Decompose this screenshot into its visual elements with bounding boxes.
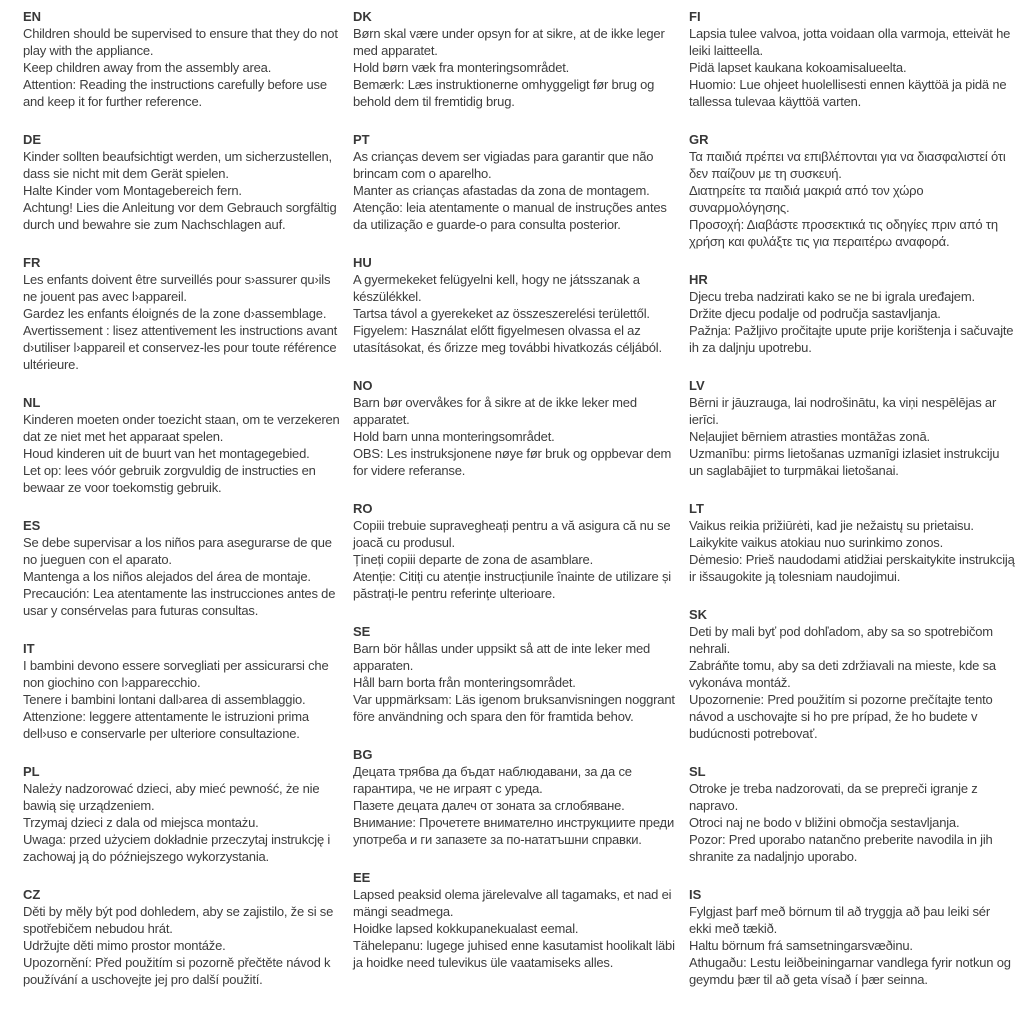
section-hr <box>689 271 1015 356</box>
language-code-label: HU <box>353 255 372 270</box>
instruction-sentence: Děti by měly být pod dohledem, aby se zajistilo, že si se spotřebičem nebudou hrát. <box>23 904 334 936</box>
instruction-sentence: Haltu börnum frá samsetningarsvæðinu. <box>689 938 913 953</box>
section-cz <box>23 886 347 988</box>
instruction-sentence: Trzymaj dzieci z dala od miejsca montażu. <box>23 815 259 830</box>
section-no <box>353 377 683 479</box>
section-lv <box>689 377 1015 479</box>
column-1 <box>23 8 347 1009</box>
instruction-sentence: Внимание: Прочетете внимателно инструкциите преди употреба и ги запазете за по-нататъшни справки. <box>353 815 675 847</box>
instruction-sentence: Precaución: Lea atentamente las instrucciones antes de usar y consérvelas para futuras consultas. <box>23 586 336 618</box>
section-se <box>353 623 683 725</box>
instruction-sentence: Atenção: leia atentamente o manual de instruções antes da utilização e guarde-o para consulta posterior. <box>353 200 667 232</box>
language-code-label: DK <box>353 9 372 24</box>
instruction-sentence: Figyelem: Használat előtt figyelmesen olvassa el az utasításokat, és őrizze meg további hivatkozás céljából. <box>353 323 662 355</box>
section-lt <box>689 500 1015 585</box>
language-code-label: FR <box>23 255 41 270</box>
instruction-sentence: Dėmesio: Prieš naudodami atidžiai perskaitykite instrukciją ir išsaugokite ją tolesniam naudojimui. <box>689 552 1015 584</box>
instruction-sentence: Lapsed peaksid olema järelevalve all tagamaks, et nad ei mängi seadmega. <box>353 887 672 919</box>
section-ee <box>353 869 683 971</box>
instruction-sentence: Children should be supervised to ensure that they do not play with the appliance. <box>23 26 338 58</box>
instruction-sentence: Barn bör hållas under uppsikt så att de inte leker med apparaten. <box>353 641 651 673</box>
language-code-label: GR <box>689 132 709 147</box>
language-code-label: BG <box>353 747 373 762</box>
language-columns <box>23 8 1016 1009</box>
instruction-sentence: Tähelepanu: lugege juhised enne kasutamist hoolikalt läbi ja hoidke need tulevikus üle vaatamiseks alles. <box>353 938 675 970</box>
language-code-label: LV <box>689 378 705 393</box>
instruction-sentence: Пазете децата далеч от зоната за сглобяване. <box>353 798 625 813</box>
instruction-sentence: Držite djecu podalje od područja sastavljanja. <box>689 306 941 321</box>
language-code-label: LT <box>689 501 704 516</box>
instruction-sentence: Otroci naj ne bodo v bližini območja sestavljanja. <box>689 815 960 830</box>
instruction-sentence: Var uppmärksam: Läs igenom bruksanvisningen noggrant före användning och spara den för framtida behov. <box>353 692 675 724</box>
language-code-label: PL <box>23 764 40 779</box>
instruction-sentence: Fylgjast þarf með börnum til að tryggja að þau leiki sér ekki með tækið. <box>689 904 990 936</box>
instruction-sentence: A gyermekeket felügyelni kell, hogy ne játsszanak a készülékkel. <box>353 272 640 304</box>
section-ro <box>353 500 683 602</box>
section-is <box>689 886 1015 988</box>
instruction-sentence: Należy nadzorować dzieci, aby mieć pewność, że nie bawią się urządzeniem. <box>23 781 320 813</box>
instruction-sentence: Pidä lapset kaukana kokoamisalueelta. <box>689 60 907 75</box>
instruction-sentence: Zabráňte tomu, aby sa deti zdržiavali na mieste, kde sa vykonáva montáž. <box>689 658 996 690</box>
instruction-sentence: Kinderen moeten onder toezicht staan, om te verzekeren dat ze niet met het apparaat spelen. <box>23 412 340 444</box>
instruction-sentence: Achtung! Lies die Anleitung vor dem Gebrauch sorgfältig durch und bewahre sie zum Nachschlagen auf. <box>23 200 337 232</box>
instruction-sentence: Upozornenie: Pred použitím si pozorne prečítajte tento návod a uschovajte si ho pre prípad, že ho budete v budúcnosti potrebovať. <box>689 692 993 741</box>
language-code-label: NL <box>23 395 41 410</box>
section-it <box>23 640 347 742</box>
language-code-label: FI <box>689 9 701 24</box>
section-de <box>23 131 347 233</box>
instruction-sentence: Vaikus reikia prižiūrėti, kad jie nežaistų su prietaisu. <box>689 518 974 533</box>
instruction-sentence: OBS: Les instruksjonene nøye før bruk og oppbevar dem for videre referanse. <box>353 446 672 478</box>
column-2 <box>353 8 683 992</box>
instruction-sentence: Attenzione: leggere attentamente le istruzioni prima dell›uso e conservarle per ulteriore consultazione. <box>23 709 309 741</box>
section-fi <box>689 8 1015 110</box>
section-dk <box>353 8 683 110</box>
language-code-label: NO <box>353 378 373 393</box>
section-bg <box>353 746 683 848</box>
instruction-sentence: Țineți copiii departe de zona de asamblare. <box>353 552 593 567</box>
instruction-sentence: Otroke je treba nadzorovati, da se prepreči igranje z napravo. <box>689 781 978 813</box>
instruction-sentence: Τα παιδιά πρέπει να επιβλέπονται για να διασφαλιστεί ότι δεν παίζουν με τη συσκευή. <box>689 149 1006 181</box>
language-code-label: SE <box>353 624 371 639</box>
instruction-sentence: Håll barn borta från monteringsområdet. <box>353 675 576 690</box>
language-code-label: RO <box>353 501 373 516</box>
instruction-sentence: Se debe supervisar a los niños para asegurarse de que no jueguen con el aparato. <box>23 535 332 567</box>
instruction-sentence: Keep children away from the assembly area. <box>23 60 272 75</box>
instruction-sentence: Deti by mali byť pod dohľadom, aby sa so spotrebičom nehrali. <box>689 624 993 656</box>
instruction-sentence: Djecu treba nadzirati kako se ne bi igrala uređajem. <box>689 289 975 304</box>
instruction-sentence: Hoidke lapsed kokkupanekualast eemal. <box>353 921 579 936</box>
instruction-sentence: Houd kinderen uit de buurt van het montagegebied. <box>23 446 310 461</box>
instruction-sentence: Gardez les enfants éloignés de la zone d›assemblage. <box>23 306 327 321</box>
instruction-sentence: Mantenga a los niños alejados del área de montaje. <box>23 569 311 584</box>
instruction-sentence: Uwaga: przed użyciem dokładnie przeczytaj instrukcję i zachowaj ją do późniejszego wykorzystania. <box>23 832 331 864</box>
instruction-sentence: Uzmanību: pirms lietošanas uzmanīgi izlasiet instrukciju un saglabājiet to turpmākai lietošanai. <box>689 446 1000 478</box>
instruction-sentence: Udržujte děti mimo prostor montáže. <box>23 938 226 953</box>
instruction-sentence: Lapsia tulee valvoa, jotta voidaan olla varmoja, etteivät he leiki laitteella. <box>689 26 1011 58</box>
instruction-sentence: Les enfants doivent être surveillés pour s›assurer qu›ils ne jouent pas avec l›appareil. <box>23 272 331 304</box>
instruction-sentence: Avertissement : lisez attentivement les instructions avant d›utiliser l›appareil et conservez-les pour toute référence ultérieure. <box>23 323 338 372</box>
instruction-sentence: Børn skal være under opsyn for at sikre, at de ikke leger med apparatet. <box>353 26 665 58</box>
instruction-sentence: Hold børn væk fra monteringsområdet. <box>353 60 570 75</box>
language-code-label: HR <box>689 272 708 287</box>
instruction-sentence: Atenție: Citiți cu atenție instrucțiunile înainte de utilizare și păstrați-le pentru referințe ulterioare. <box>353 569 671 601</box>
instruction-sentence: Halte Kinder vom Montagebereich fern. <box>23 183 242 198</box>
language-code-label: CZ <box>23 887 41 902</box>
section-pl <box>23 763 347 865</box>
instruction-sentence: Barn bør overvåkes for å sikre at de ikke leker med apparatet. <box>353 395 637 427</box>
instruction-sentence: Neļaujiet bērniem atrasties montāžas zonā. <box>689 429 930 444</box>
instruction-sentence: Προσοχή: Διαβάστε προσεκτικά τις οδηγίες πριν από τη χρήση και φυλάξτε τις για περαιτέρω αναφορά. <box>689 217 998 249</box>
instruction-sentence: Hold barn unna monteringsområdet. <box>353 429 555 444</box>
language-code-label: EE <box>353 870 371 885</box>
instruction-sentence: Διατηρείτε τα παιδιά μακριά από τον χώρο συναρμολόγησης. <box>689 183 924 215</box>
instruction-sentence: I bambini devono essere sorvegliati per assicurarsi che non giochino con l›apparecchio. <box>23 658 329 690</box>
instruction-sentence: Huomio: Lue ohjeet huolellisesti ennen käyttöä ja pidä ne tallessa tulevaa käyttöä varten. <box>689 77 1007 109</box>
instruction-sentence: Bērni ir jāuzrauga, lai nodrošinātu, ka viņi nespēlējas ar ierīci. <box>689 395 997 427</box>
section-nl <box>23 394 347 496</box>
language-code-label: PT <box>353 132 370 147</box>
instruction-sentence: Pozor: Pred uporabo natančno preberite navodila in jih shranite za nadaljnjo uporabo. <box>689 832 993 864</box>
language-code-label: SL <box>689 764 706 779</box>
instruction-sentence: Manter as crianças afastadas da zona de montagem. <box>353 183 650 198</box>
language-code-label: IS <box>689 887 702 902</box>
instruction-sentence: As crianças devem ser vigiadas para garantir que não brincam com o aparelho. <box>353 149 654 181</box>
instruction-sentence: Laikykite vaikus atokiau nuo surinkimo zonos. <box>689 535 944 550</box>
instruction-sentence: Athugaðu: Lestu leiðbeiningarnar vandlega fyrir notkun og geymdu þær til að geta vísað í þær seinna. <box>689 955 1011 987</box>
section-fr <box>23 254 347 373</box>
section-pt <box>353 131 683 233</box>
section-sk <box>689 606 1015 742</box>
section-gr <box>689 131 1015 250</box>
instruction-sentence: Tartsa távol a gyerekeket az összeszerelési területtől. <box>353 306 650 321</box>
instruction-sentence: Copiii trebuie supravegheați pentru a vă asigura că nu se joacă cu produsul. <box>353 518 671 550</box>
instruction-sentence: Pažnja: Pažljivo pročitajte upute prije korištenja i sačuvajte ih za daljnju upotrebu. <box>689 323 1014 355</box>
language-code-label: DE <box>23 132 42 147</box>
instruction-sentence: Децата трябва да бъдат наблюдавани, за да се гарантира, че не играят с уреда. <box>353 764 632 796</box>
instruction-sentence: Let op: lees vóór gebruik zorgvuldig de instructies en bewaar ze voor toekomstig gebruik. <box>23 463 316 495</box>
instruction-sentence: Tenere i bambini lontani dall›area di assemblaggio. <box>23 692 306 707</box>
language-code-label: SK <box>689 607 708 622</box>
instruction-sentence: Upozornění: Před použitím si pozorně přečtěte návod k používání a uschovejte jej pro další použití. <box>23 955 331 987</box>
section-es <box>23 517 347 619</box>
section-en <box>23 8 347 110</box>
language-code-label: EN <box>23 9 42 24</box>
language-code-label: IT <box>23 641 35 656</box>
column-3 <box>689 8 1015 1009</box>
instruction-sentence: Kinder sollten beaufsichtigt werden, um sicherzustellen, dass sie nicht mit dem Gerät spielen. <box>23 149 332 181</box>
section-sl <box>689 763 1015 865</box>
language-code-label: ES <box>23 518 41 533</box>
instruction-sentence: Attention: Reading the instructions carefully before use and keep it for further reference. <box>23 77 327 109</box>
instruction-sentence: Bemærk: Læs instruktionerne omhyggeligt før brug og behold dem til fremtidig brug. <box>353 77 655 109</box>
section-hu <box>353 254 683 356</box>
